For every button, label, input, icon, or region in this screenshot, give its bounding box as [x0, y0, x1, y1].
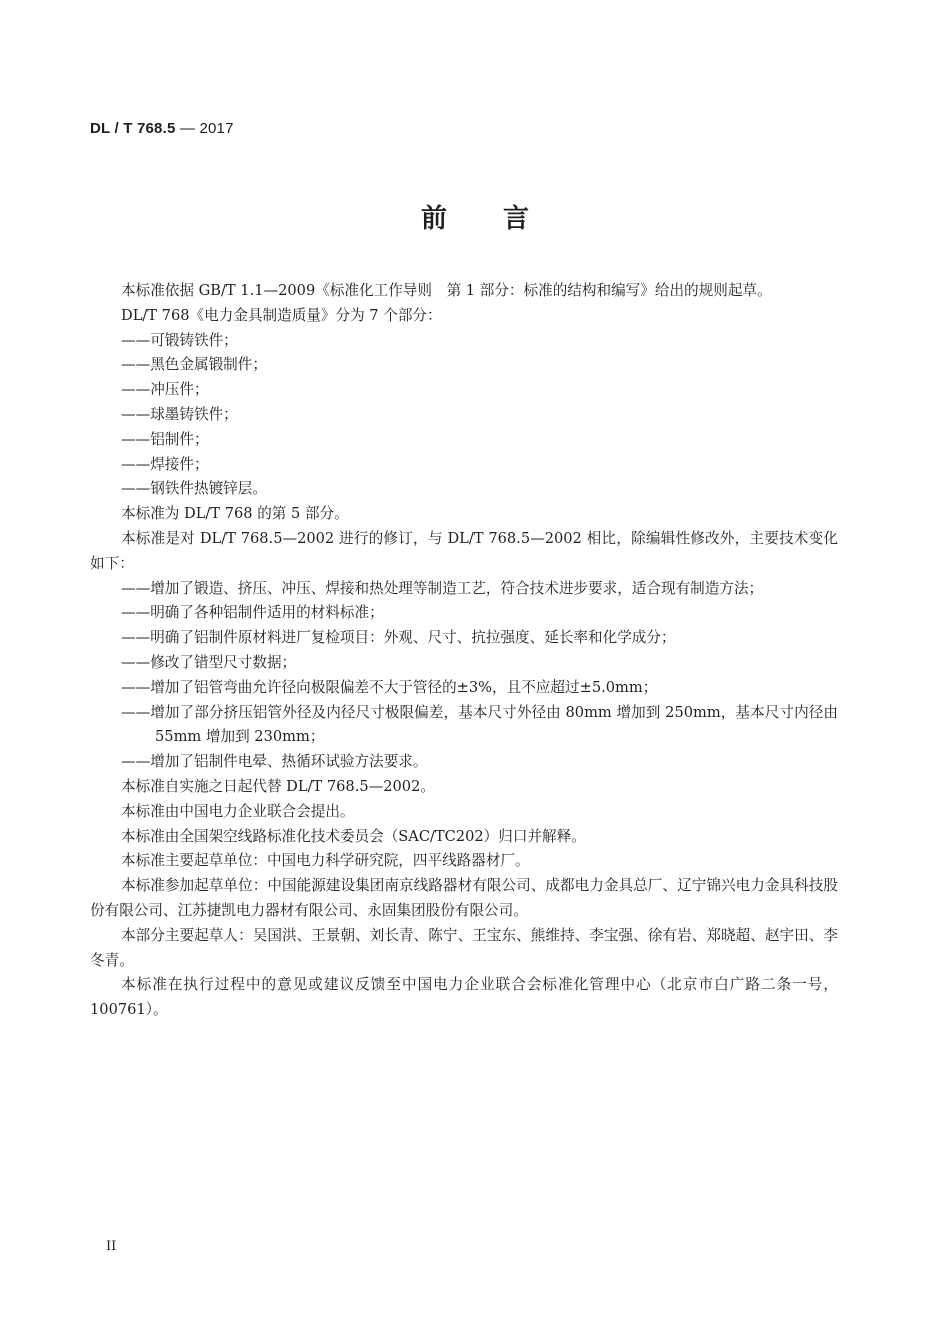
standard-code-header	[90, 120, 234, 137]
main-drafting-units-paragraph: 本标准主要起草单位：中国电力科学研究院，四平线路器材厂。	[121, 852, 530, 870]
committee-paragraph: 本标准由全国架空线路标准化技术委员会（SAC/TC202）归口并解释。	[121, 827, 586, 845]
foreword-body	[90, 279, 838, 1023]
change-list-item: ——明确了各种铝制件适用的材料标准；	[121, 604, 384, 622]
part-list-item: ——可锻铸铁件；	[121, 331, 238, 349]
page-title: 前言	[420, 204, 585, 234]
proposer-paragraph: 本标准由中国电力企业联合会提出。	[121, 802, 355, 820]
series-intro-paragraph: DL/T 768《电力金具制造质量》分为 7 个部分：	[121, 306, 442, 324]
part-list-item: ——冲压件；	[121, 381, 209, 399]
change-list-item: ——修改了错型尺寸数据；	[121, 653, 297, 671]
change-list-item: ——增加了部分挤压铝管外径及内径尺寸极限偏差，基本尺寸外径由 80mm 增加到 250mm，基本尺寸内径由 55mm 增加到 230mm；	[121, 703, 838, 746]
change-list-item: ——明确了铝制件原材料进厂复检项目：外观、尺寸、抗拉强度、延长率和化学成分；	[121, 629, 676, 647]
part-list-item: ——铝制件；	[121, 430, 209, 448]
part-list-item: ——钢铁件热镀锌层。	[121, 480, 267, 498]
part-statement-paragraph: 本标准为 DL/T 768 的第 5 部分。	[121, 505, 349, 523]
change-list-item: ——增加了铝制件电晕、热循环试验方法要求。	[121, 753, 428, 771]
feedback-paragraph: 本标准在执行过程中的意见或建议反馈至中国电力企业联合会标准化管理中心（北京市白广路二条一号，100761）。	[90, 976, 838, 1019]
part-list-item: ——黑色金属锻制件；	[121, 356, 267, 374]
change-list-item: ——增加了锻造、挤压、冲压、焊接和热处理等制造工艺，符合技术进步要求，适合现有制造方法；	[121, 579, 764, 597]
standard-year: — 2017	[179, 120, 234, 137]
part-list-item: ——焊接件；	[121, 455, 209, 473]
drafters-paragraph: 本部分主要起草人：吴国洪、王景朝、刘长青、陈宁、王宝东、熊维持、李宝强、徐有岩、郑晓超、赵宇田、李冬青。	[90, 926, 838, 969]
standard-code: DL / T 768.5	[90, 120, 176, 137]
part-list-item: ——球墨铸铁件；	[121, 405, 238, 423]
page-number: II	[106, 1239, 117, 1254]
revision-intro-paragraph: 本标准是对 DL/T 768.5—2002 进行的修订，与 DL/T 768.5—2002 相比，除编辑性修改外，主要技术变化如下：	[90, 529, 838, 572]
replacement-paragraph: 本标准自实施之日起代替 DL/T 768.5—2002。	[121, 777, 435, 795]
drafting-rule-paragraph: 本标准依据 GB/T 1.1—2009《标准化工作导则 第 1 部分：标准的结构和编写》给出的规则起草。	[121, 282, 772, 299]
change-list-item: ——增加了铝管弯曲允许径向极限偏差不大于管径的±3%，且不应超过±5.0mm；	[121, 678, 658, 696]
participating-units-paragraph: 本标准参加起草单位：中国能源建设集团南京线路器材有限公司、成都电力金具总厂、辽宁锦兴电力金具科技股份有限公司、江苏捷凯电力器材有限公司、永固集团股份有限公司。	[90, 877, 838, 919]
